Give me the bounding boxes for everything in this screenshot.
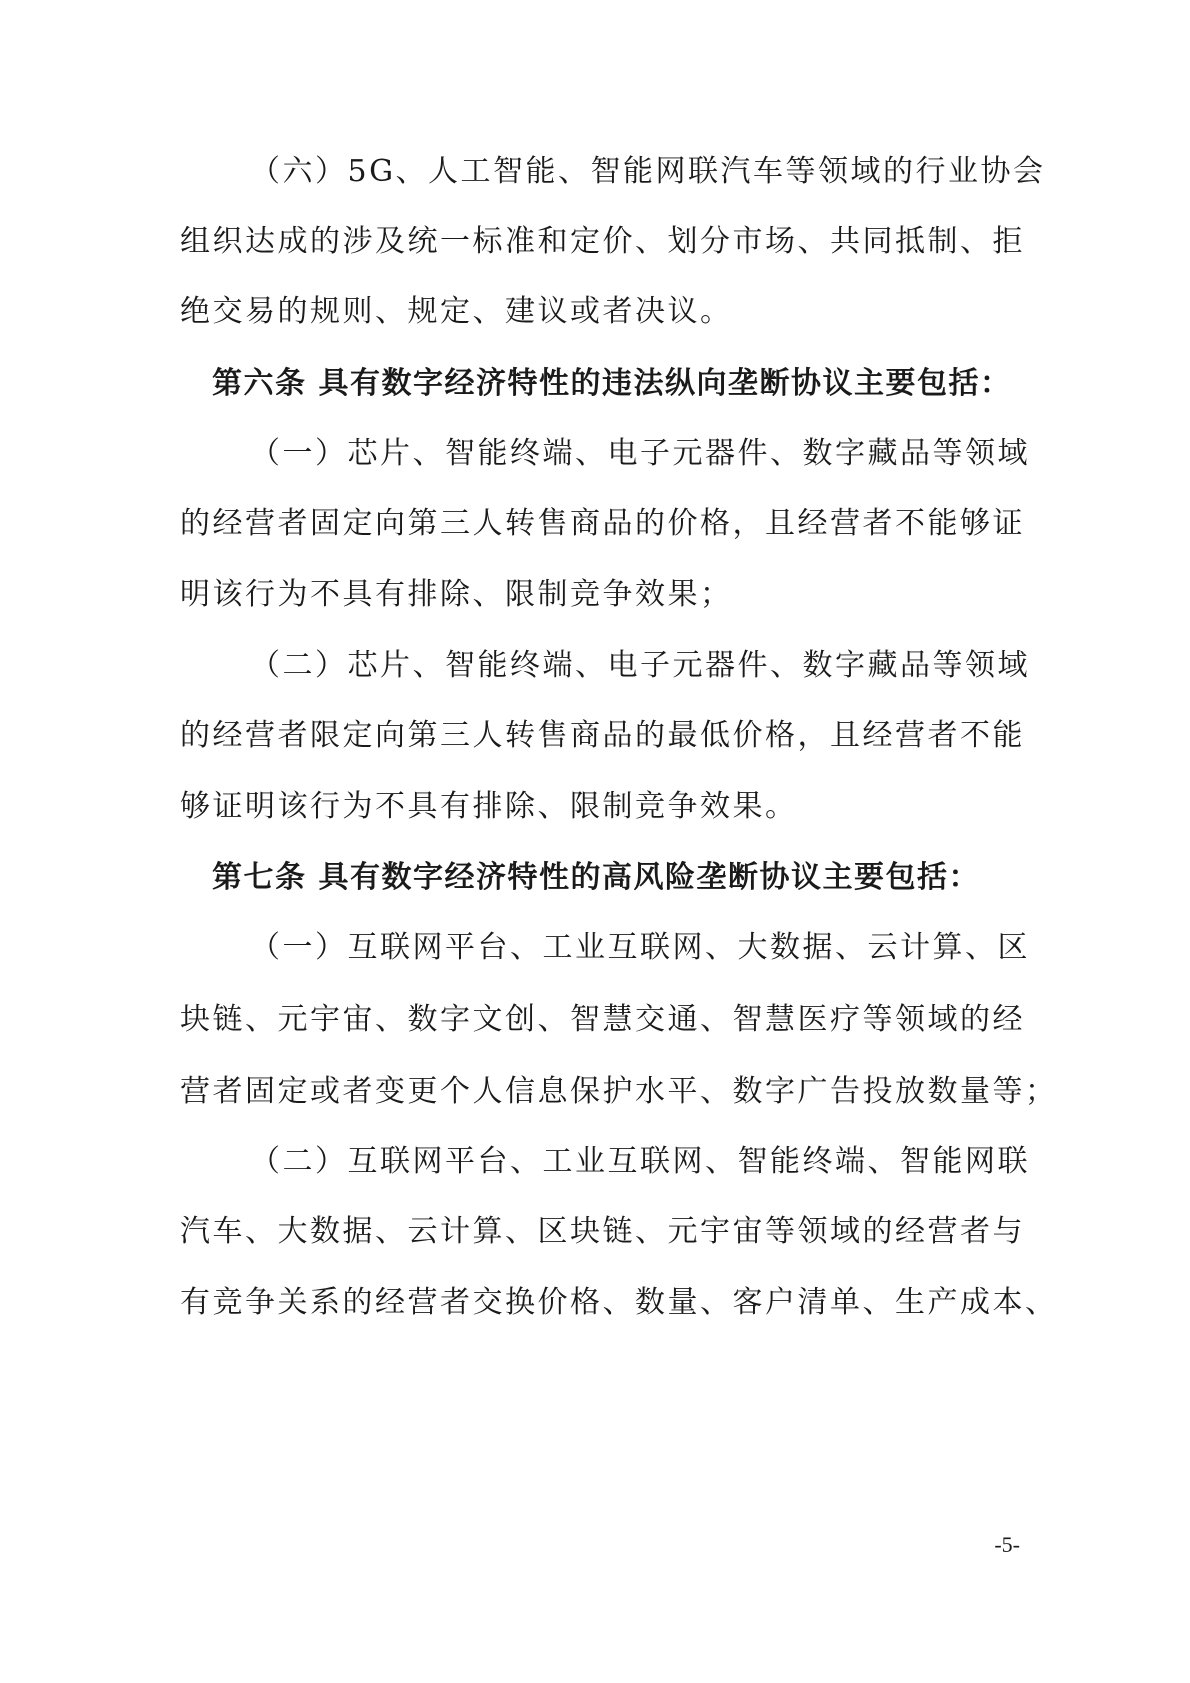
paragraph-line: 汽车、大数据、云计算、区块链、元宇宙等领域的经营者与 (180, 1214, 1025, 1249)
paragraph-line: （二）互联网平台、工业互联网、智能终端、智能网联 (250, 1144, 1030, 1179)
paragraph-line: 够证明该行为不具有排除、限制竞争效果。 (180, 789, 798, 824)
paragraph-line: （一）互联网平台、工业互联网、大数据、云计算、区 (250, 930, 1030, 965)
paragraph-line: 的经营者限定向第三人转售商品的最低价格，且经营者不能 (180, 718, 1025, 753)
article-heading: 第七条 具有数字经济特性的高风险垄断协议主要包括： (212, 860, 980, 895)
paragraph-line: （一）芯片、智能终端、电子元器件、数字藏品等领域 (250, 436, 1030, 471)
paragraph-line: 块链、元宇宙、数字文创、智慧交通、智慧医疗等领域的经 (180, 1002, 1025, 1037)
paragraph-line: （二）芯片、智能终端、电子元器件、数字藏品等领域 (250, 648, 1030, 683)
article-heading: 第六条 具有数字经济特性的违法纵向垄断协议主要包括： (212, 366, 1012, 401)
paragraph-line: 明该行为不具有排除、限制竞争效果； (180, 577, 733, 612)
page-number: -5- (994, 1532, 1020, 1557)
paragraph-line: 有竞争关系的经营者交换价格、数量、客户清单、生产成本、 (180, 1285, 1058, 1320)
paragraph-line: 营者固定或者变更个人信息保护水平、数字广告投放数量等； (180, 1074, 1058, 1109)
paragraph-line: 组织达成的涉及统一标准和定价、划分市场、共同抵制、拒 (180, 224, 1025, 259)
paragraph-line: 绝交易的规则、规定、建议或者决议。 (180, 294, 733, 329)
paragraph-line: 的经营者固定向第三人转售商品的价格，且经营者不能够证 (180, 506, 1025, 541)
paragraph-line: （六）5G、人工智能、智能网联汽车等领域的行业协会 (250, 154, 1046, 189)
